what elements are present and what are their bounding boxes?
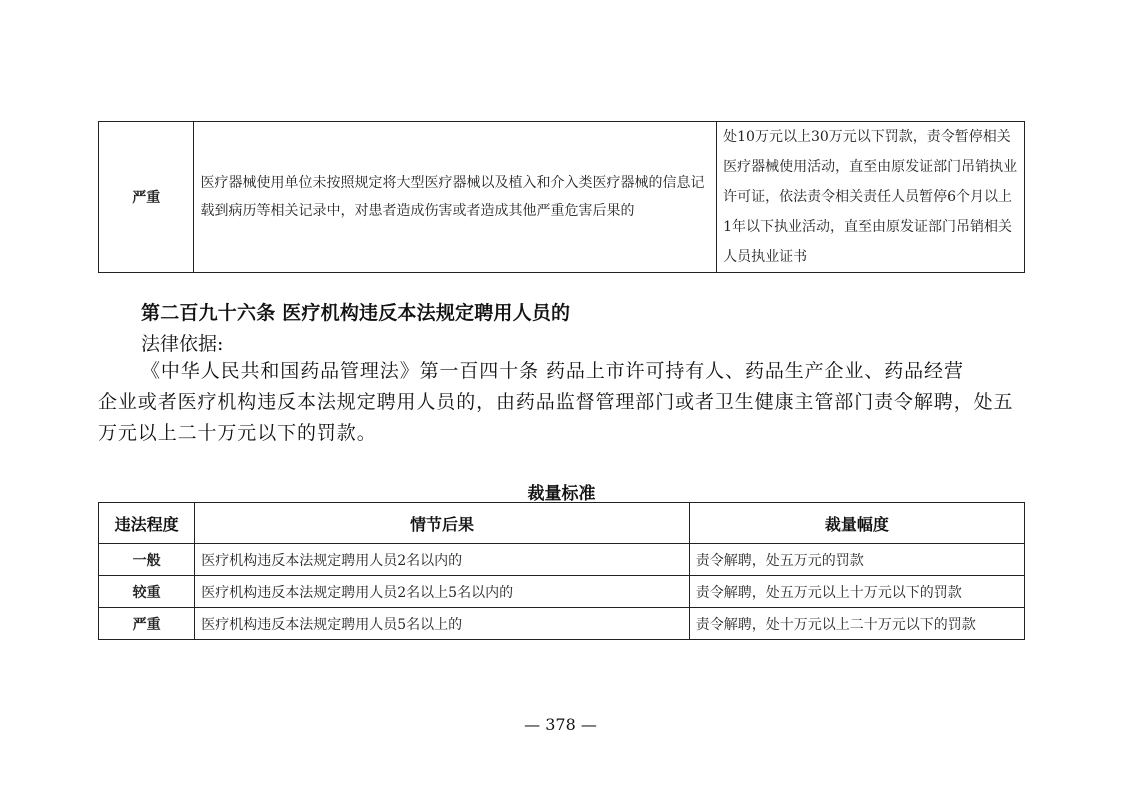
table-row <box>99 122 1025 273</box>
range-cell: 责令解聘，处五万元的罚款 <box>689 544 1024 576</box>
header-degree: 违法程度 <box>99 503 195 544</box>
degree-cell: 严重 <box>99 122 194 273</box>
range-cell: 责令解聘，处五万元以上十万元以下的罚款 <box>689 576 1024 608</box>
degree-cell: 较重 <box>99 576 195 608</box>
circumstance-cell: 医疗器械使用单位未按照规定将大型医疗器械以及植入和介入类医疗器械的信息记载到病历等相关记录中，对患者造成伤害或者造成其他严重危害后果的 <box>194 122 717 273</box>
standards-table-title: 裁量标准 <box>527 484 596 504</box>
degree-cell: 一般 <box>99 544 195 576</box>
range-cell: 处10万元以上30万元以下罚款，责令暂停相关医疗器械使用活动，直至由原发证部门吊销执业许可证，依法责令相关责任人员暂停6个月以上1年以下执业活动，直至由原发证部门吊销相关人员执业证书 <box>717 122 1025 273</box>
range-cell: 责令解聘，处十万元以上二十万元以下的罚款 <box>689 608 1024 640</box>
circumstance-cell: 医疗机构违反本法规定聘用人员2名以上5名以内的 <box>195 576 690 608</box>
table-row <box>99 576 1025 608</box>
continuation-table <box>98 121 1025 273</box>
legal-basis-line1: 《中华人民共和国药品管理法》第一百四十条 药品上市许可持有人、药品生产企业、药品经营 <box>141 360 964 382</box>
page-number: — 378 — <box>524 715 597 734</box>
header-circumstance: 情节后果 <box>195 503 690 544</box>
standards-table <box>98 502 1025 640</box>
legal-basis-text <box>98 356 1028 449</box>
circumstance-cell: 医疗机构违反本法规定聘用人员2名以内的 <box>195 544 690 576</box>
legal-basis-rest: 企业或者医疗机构违反本法规定聘用人员的，由药品监督管理部门或者卫生健康主管部门责令解聘，处五万元以上二十万元以下的罚款。 <box>98 391 1014 444</box>
table-header-row <box>99 503 1025 544</box>
degree-cell: 严重 <box>99 608 195 640</box>
table-row <box>99 544 1025 576</box>
article-heading: 第二百九十六条 医疗机构违反本法规定聘用人员的 <box>141 302 571 324</box>
table-row <box>99 608 1025 640</box>
legal-basis-label: 法律依据: <box>141 333 224 355</box>
header-range: 裁量幅度 <box>689 503 1024 544</box>
circumstance-cell: 医疗机构违反本法规定聘用人员5名以上的 <box>195 608 690 640</box>
